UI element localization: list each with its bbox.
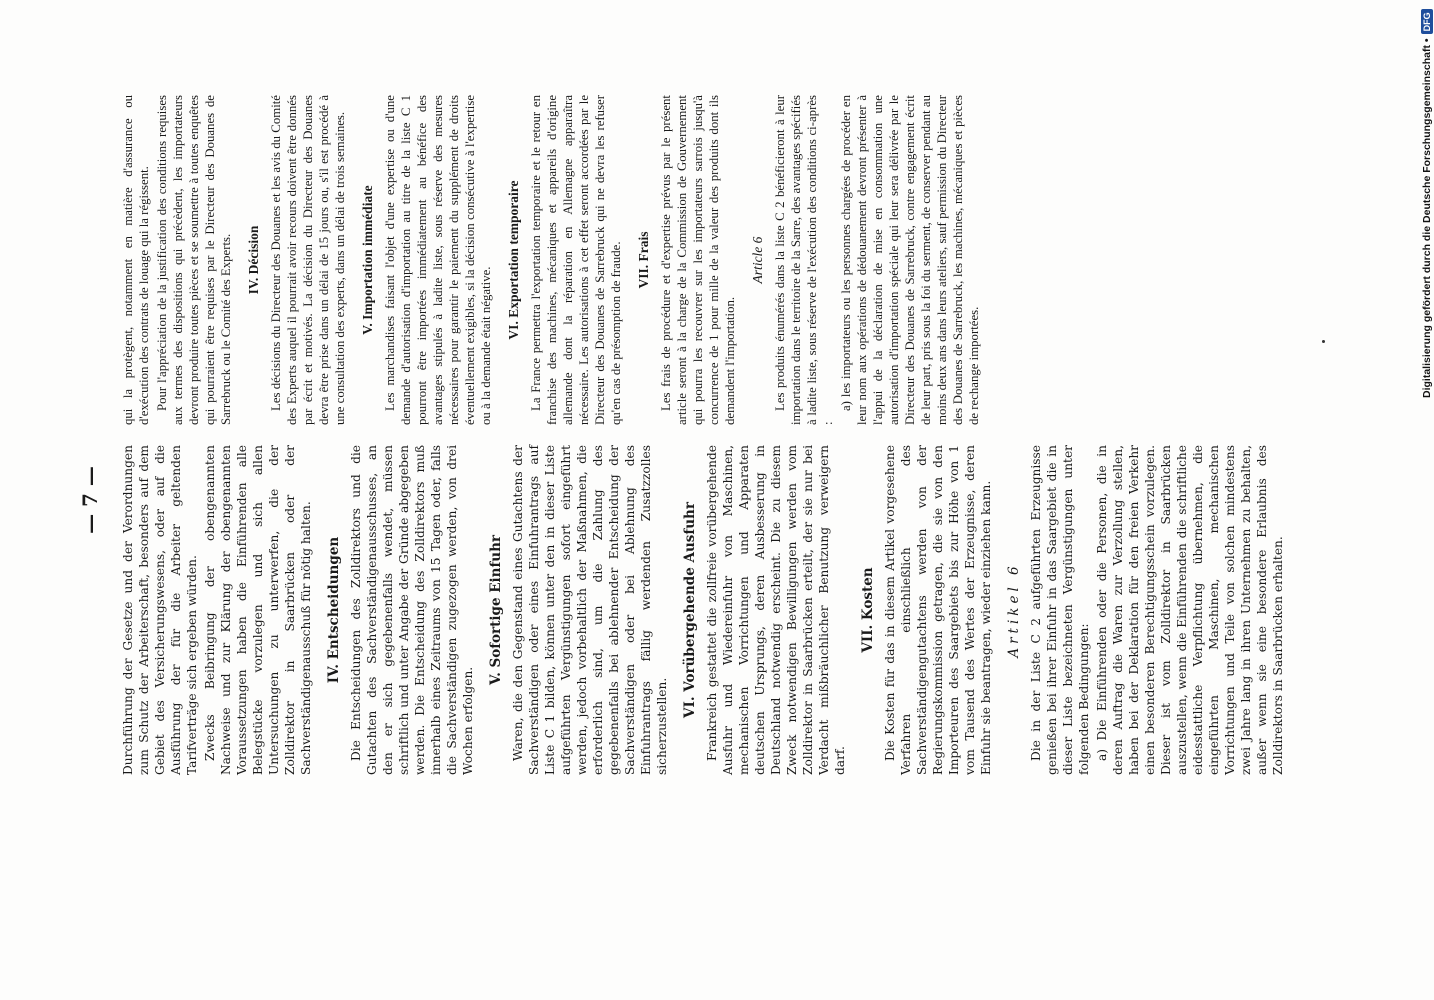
page-number: — 7 — [78, 466, 102, 534]
french-paragraph: Pour l'appréciation de la justification des conditions requises aux termes des dispositions qui précèdent, les importateurs devront produire toutes pièces et se soumettre à toutes enquêtes qui pourraient être requises par le Directeur des Douanes de Sarrebruck ou le Comité des Experts. [155, 95, 233, 425]
german-paragraph: Zwecks Beibringung der obengenannten Nachweise und zur Klärung der obengenannten Voraussetzungen haben die Einführenden alle Belegstücke vorzulegen und sich allen Untersuchungen zu unterwerfen, die der Zolldirektor in Saarbrücken oder der Sachverständigenausschuß für nötig halten. [203, 445, 313, 775]
german-paragraph: Frankreich gestattet die zollfreie vorübergehende Ausfuhr und Wiedereinfuhr von Maschinen, mechanischen Vorrichtungen und Apparaten deutschen Ursprungs, deren Ausbesserung in Deutschland notwendig erscheint. Die zu diesem Zweck notwendigen Bewilligungen werden vom Zolldirektor in Saarbrücken erteilt, der sie nur bei Verdacht mißbräuchlicher Benutzung verweigern darf. [705, 445, 847, 775]
stamp-text: Digitalisierung gefördert durch die Deutsche Forschungsgemeinschaft • [1421, 38, 1433, 398]
german-heading-costs: VII. Kosten [860, 567, 876, 653]
german-intro: Durchführung der Gesetze und der Verordnungen zum Schutz der Arbeiterschaft, besonders auf dem Gebiet des Versicherungswesens, oder auf die Ausführung der für die Arbeiter geltenden Tarifverträge sich ergeben würden. [121, 445, 199, 775]
french-column [120, 95, 984, 425]
german-paragraph: Die Kosten für das in diesem Artikel vorgesehene Verfahren einschließlich des Sachverständigengutachtens werden von der Regierungskommission getragen, die sie von den Importeuren des Saargebiets bis zur Höhe von 1 vom Tausend des Wertes der Erzeugnisse, deren Einfuhr sie beantragen, wieder einziehen kann. [883, 445, 993, 775]
german-paragraph: Die in der Liste C 2 aufgeführten Erzeugnisse genießen bei ihrer Einfuhr in das Saargebiet die in dieser Liste bezeichneten Vergünstigungen unter folgenden Bedingungen: [1029, 445, 1091, 775]
german-heading-temporary-export: VI. Vorübergehende Ausfuhr [682, 502, 698, 718]
french-paragraph: La France permettra l'exportation temporaire et le retour en franchise des machines, mécaniques et appareils d'origine allemande dont la réparation en Allemagne apparaîtra nécessaire. Les autorisations à cet effet seront accordées par le Directeur des Douanes de Sarrebruck qui ne devra les refuser qu'en cas de présomption de fraude. [529, 95, 623, 425]
german-heading-immediate-import: V. Sofortige Einfuhr [488, 534, 504, 686]
dfg-logo-icon: DFG [1421, 9, 1433, 34]
german-heading-decisions: IV. Entscheidungen [326, 536, 342, 684]
german-article-heading: Artikel 6 [1006, 562, 1022, 658]
french-paragraph: Les marchandises faisant l'objet d'une expertise ou d'une demande d'autorisation d'importation au titre de la liste C 1 pourront être importées immédiatement au bénéfice des avantages stipulés à ladite liste, sous réserve des mesures nécessaires pour garantir le paiement du supplément de droits éventuellement exigibles, si la décision consécutive à l'expertise ou à la demande était négative. [383, 95, 493, 425]
french-paragraph: Les décisions du Directeur des Douanes et les avis du Comité des Experts auquel il pourrait avoir recours doivent être donnés par écrit et motivés. La décision du Directeur des Douanes devra être prise dans un délai de 15 jours ou, s'il est procédé à une consultation des experts, dans un délai de trois semaines. [269, 95, 347, 425]
french-list-item-a: a) les importateurs ou les personnes chargées de procéder en leur nom aux opérations de dédouanement devront présenter à l'appui de la déclaration de mise en consommation une autorisation d'importation spéciale qui leur sera délivrée par le Directeur des Douanes de Sarrebruck, contre engagement écrit de leur part, pris sous la foi du serment, de conserver pendant au moins deux ans dans leurs ateliers, sauf permission du Directeur des Douanes de Sarrebruck, les machines, mécaniques et pièces de rechange importées. [839, 95, 981, 425]
french-paragraph: Les frais de procédure et d'expertise prévus par le présent article seront à la charge de la Commission de Gouvernement qui pourra les recouvrer sur les importateurs sarrois jusqu'à concurrence de 1 pour mille de la valeur des produits dont ils demandent l'importation. [659, 95, 737, 425]
german-list-item-a: a) Die Einführenden oder die Personen, die in deren Auftrag die Waren zur Verzollung stellen, haben bei der Deklaration für den freien Verkehr einen besonderen Berechtigungsschein vorzulegen. Dieser ist vom Zolldirektor in Saarbrücken auszustellen, wenn die Einführenden die schriftliche eidesstattliche Verpflichtung übernehmen, die eingeführten Maschinen, mechanischen Vorrichtungen und Teile von solchen mindestens zwei Jahre lang in ihren Unternehmen zu behalten, außer wenn sie eine besondere Erlaubnis des Zolldirektors in Saarbrücken erhalten. [1095, 445, 1285, 775]
digitization-stamp [1414, 8, 1434, 398]
german-paragraph: Die Entscheidungen des Zolldirektors und die Gutachten des Sachverständigenausschusses, an den er sich gegebenenfalls wendet, müssen schriftlich und unter Angabe der Gründe abgegeben werden. Die Entscheidung des Zolldirektors muß innerhalb eines Zeitraums von 15 Tagen oder, falls die Sachverständigen zugezogen werden, von drei Wochen erfolgen. [349, 445, 475, 775]
scan-speck [1322, 340, 1325, 343]
german-paragraph: Waren, die den Gegenstand eines Gutachtens der Sachverständigen oder eines Einfuhrantrags auf Liste C 1 bilden, können unter den in dieser Liste aufgeführten Vergünstigungen sofort eingeführt werden, jedoch vorbehaltlich der Maßnahmen, die erforderlich sind, um die Zahlung des gegebenenfalls bei ablehnender Entscheidung der Sachverständigen oder bei Ablehnung des Einfuhrantrags fällig werdenden Zusatzzolles sicherzustellen. [511, 445, 669, 775]
french-paragraph: Les produits énumérés dans la liste C 2 bénéficieront à leur importation dans le territoire de la Sarre, des avantages spécifiés à ladite liste, sous réserve de l'exécution des conditions ci-après : [773, 95, 835, 425]
french-heading-immediate-import: V. Importation immédiate [360, 185, 375, 335]
german-column [120, 445, 1288, 775]
french-article-heading: Article 6 [750, 236, 765, 284]
french-heading-costs: VII. Frais [636, 231, 651, 289]
french-heading-temporary-export: VI. Exportation temporaire [506, 180, 521, 340]
french-heading-decision: IV. Décision [246, 225, 261, 295]
french-intro: qui la protègent, notamment en matière d'assurance ou d'exécution des contrats de louage qui la régissent. [121, 95, 151, 425]
